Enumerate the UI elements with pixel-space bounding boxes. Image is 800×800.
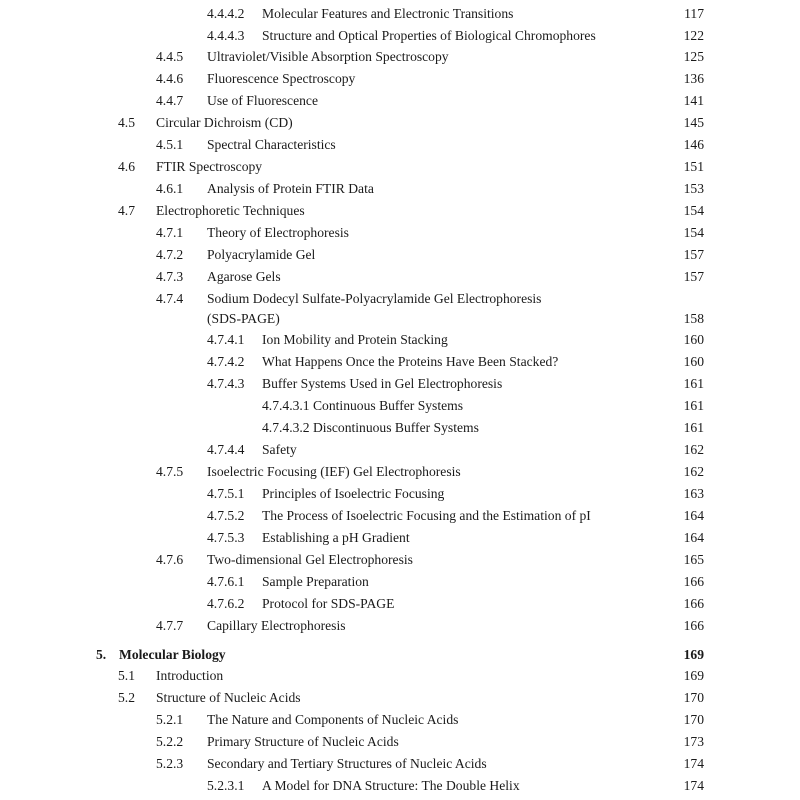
section-title: A Model for DNA Structure: The Double Helix (262, 778, 520, 793)
section-title: Establishing a pH Gradient (262, 530, 410, 545)
page-number: 154 (683, 225, 704, 240)
toc-entry[interactable] (0, 776, 800, 796)
page-number: 164 (683, 530, 704, 545)
toc-entry[interactable] (0, 91, 800, 111)
section-title: Analysis of Protein FTIR Data (207, 181, 374, 196)
section-number: 5.1 (118, 668, 135, 683)
page-number: 157 (683, 269, 704, 284)
section-number: 4.7.4.1 (207, 332, 245, 347)
section-title: Molecular Features and Electronic Transitions (262, 6, 514, 21)
section-number: 4.7.5.2 (207, 508, 245, 523)
section-title: Fluorescence Spectroscopy (207, 71, 356, 86)
section-number: 5. (96, 647, 107, 662)
page-number: 161 (683, 398, 704, 413)
page-number: 164 (683, 508, 704, 523)
section-title: Structure and Optical Properties of Biological Chromophores (262, 28, 596, 43)
section-title: Safety (262, 442, 297, 457)
section-title: 4.7.4.3.1 Continuous Buffer Systems (262, 398, 464, 413)
section-number: 4.6 (118, 159, 135, 174)
toc-entry[interactable] (0, 754, 800, 774)
section-number: 4.7.7 (156, 618, 184, 633)
toc-entry[interactable] (0, 26, 800, 46)
page-number: 153 (683, 181, 704, 196)
section-title: Electrophoretic Techniques (156, 203, 305, 218)
toc-entry[interactable] (0, 267, 800, 287)
toc-entry[interactable] (0, 330, 800, 350)
section-number: 4.7.5.1 (207, 486, 245, 501)
toc-entry[interactable] (0, 732, 800, 752)
page-number: 154 (683, 203, 704, 218)
section-title: Spectral Characteristics (207, 137, 336, 152)
section-title: The Process of Isoelectric Focusing and the Estimation of pI (262, 508, 591, 523)
section-number: 5.2.1 (156, 712, 184, 727)
toc-entry[interactable] (0, 135, 800, 155)
section-number: 4.7.4.3 (207, 376, 245, 391)
page-number: 161 (683, 376, 704, 391)
page-number: 146 (683, 137, 704, 152)
section-number: 4.7.5.3 (207, 530, 245, 545)
toc-entry[interactable] (0, 69, 800, 89)
section-title: Molecular Biology (119, 647, 226, 662)
section-number: 4.7.1 (156, 225, 184, 240)
page-number: 122 (683, 28, 704, 43)
page-number: 117 (684, 6, 704, 21)
section-title: Buffer Systems Used in Gel Electrophoresis (262, 376, 503, 391)
toc-entry[interactable] (0, 374, 800, 394)
toc-entry[interactable] (0, 688, 800, 708)
toc-entry[interactable] (0, 4, 800, 24)
section-number: 4.4.4.3 (207, 28, 245, 43)
page-number: 170 (683, 712, 704, 727)
section-number: 4.7.4 (156, 291, 184, 306)
section-title: Capillary Electrophoresis (207, 618, 346, 633)
section-title: Sodium Dodecyl Sulfate-Polyacrylamide Gel Electrophoresis (207, 291, 542, 306)
section-title: What Happens Once the Proteins Have Been Stacked? (262, 354, 559, 369)
toc-entry[interactable] (0, 462, 800, 482)
section-title: Use of Fluorescence (207, 93, 318, 108)
section-number: 4.7.2 (156, 247, 184, 262)
page-number: 165 (683, 552, 704, 567)
page-number: 163 (683, 486, 704, 501)
toc-entry[interactable] (0, 47, 800, 67)
toc-entry[interactable] (0, 352, 800, 372)
section-title: Principles of Isoelectric Focusing (262, 486, 445, 501)
page-number: 160 (683, 332, 704, 347)
section-number: 4.6.1 (156, 181, 184, 196)
section-title: FTIR Spectroscopy (156, 159, 263, 174)
section-title-continuation: (SDS-PAGE) (207, 311, 280, 326)
section-number: 4.7.4.4 (207, 442, 245, 457)
toc-entry[interactable] (0, 396, 800, 416)
section-title: 4.7.4.3.2 Discontinuous Buffer Systems (262, 420, 479, 435)
toc-entry[interactable] (0, 710, 800, 730)
toc-entry[interactable] (0, 418, 800, 438)
page-number: 161 (683, 420, 704, 435)
section-number: 4.4.4.2 (207, 6, 245, 21)
toc-entry[interactable] (0, 113, 800, 133)
section-title: Sample Preparation (262, 574, 369, 589)
page-number: 162 (683, 464, 704, 479)
toc-entry[interactable] (0, 616, 800, 636)
section-title: Ultraviolet/Visible Absorption Spectroscopy (207, 49, 449, 64)
toc-entry[interactable] (0, 201, 800, 221)
toc-entry[interactable] (0, 572, 800, 592)
toc-entry[interactable] (0, 179, 800, 199)
toc-entry[interactable] (0, 594, 800, 614)
page-number: 170 (683, 690, 704, 705)
section-number: 4.7.6.2 (207, 596, 245, 611)
page-number: 166 (683, 574, 704, 589)
page-number: 141 (683, 93, 704, 108)
toc-entry[interactable] (0, 528, 800, 548)
section-title: Polyacrylamide Gel (207, 247, 316, 262)
toc-entry[interactable] (0, 484, 800, 504)
section-number: 5.2.3.1 (207, 778, 245, 793)
section-number: 4.7.6.1 (207, 574, 245, 589)
toc-entry[interactable] (0, 223, 800, 243)
section-number: 4.4.5 (156, 49, 184, 64)
page-number: 158 (683, 311, 704, 326)
toc-entry-continuation[interactable] (0, 309, 800, 329)
page-number: 145 (683, 115, 704, 130)
page-number: 157 (683, 247, 704, 262)
section-number: 4.7 (118, 203, 135, 218)
section-number: 4.7.5 (156, 464, 184, 479)
page-number: 169 (683, 647, 704, 662)
section-number: 4.4.7 (156, 93, 184, 108)
section-title: Protocol for SDS-PAGE (262, 596, 395, 611)
page-number: 174 (683, 756, 704, 771)
section-number: 4.5 (118, 115, 135, 130)
section-title: Circular Dichroism (CD) (156, 115, 293, 130)
toc-entry[interactable] (0, 506, 800, 526)
page-number: 151 (683, 159, 704, 174)
section-title: Ion Mobility and Protein Stacking (262, 332, 448, 347)
page-number: 160 (683, 354, 704, 369)
toc-entry[interactable] (0, 157, 800, 177)
section-title: Two-dimensional Gel Electrophoresis (207, 552, 413, 567)
section-number: 4.4.6 (156, 71, 184, 86)
page-number: 162 (683, 442, 704, 457)
toc-entry[interactable] (0, 440, 800, 460)
section-title: Theory of Electrophoresis (207, 225, 349, 240)
toc-entry[interactable] (0, 289, 800, 309)
page-number: 166 (683, 596, 704, 611)
section-number: 4.7.3 (156, 269, 184, 284)
section-number: 5.2 (118, 690, 135, 705)
section-title: Structure of Nucleic Acids (156, 690, 301, 705)
page-number: 174 (683, 778, 704, 793)
section-number: 4.7.6 (156, 552, 184, 567)
toc-chapter-entry[interactable] (0, 645, 800, 665)
section-title: Secondary and Tertiary Structures of Nucleic Acids (207, 756, 487, 771)
section-title: Introduction (156, 668, 224, 683)
section-title: Agarose Gels (207, 269, 281, 284)
page-number: 136 (683, 71, 704, 86)
section-number: 4.5.1 (156, 137, 184, 152)
page-number: 166 (683, 618, 704, 633)
section-number: 4.7.4.2 (207, 354, 245, 369)
toc-entry[interactable] (0, 550, 800, 570)
section-number: 5.2.3 (156, 756, 184, 771)
section-title: Primary Structure of Nucleic Acids (207, 734, 399, 749)
page-number: 169 (683, 668, 704, 683)
page-number: 173 (683, 734, 704, 749)
section-number: 5.2.2 (156, 734, 184, 749)
page-number: 125 (683, 49, 704, 64)
toc-entry[interactable] (0, 666, 800, 686)
section-title: Isoelectric Focusing (IEF) Gel Electrophoresis (207, 464, 461, 479)
toc-entry[interactable] (0, 245, 800, 265)
section-title: The Nature and Components of Nucleic Acids (207, 712, 459, 727)
